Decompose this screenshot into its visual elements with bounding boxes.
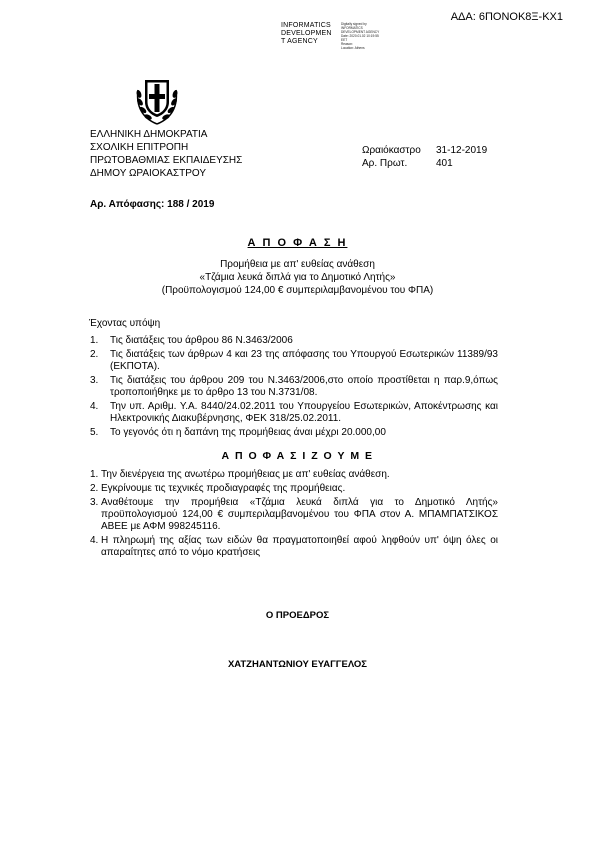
list-item xyxy=(90,375,498,399)
decisions-list xyxy=(90,469,498,561)
date-protocol-block xyxy=(362,144,487,170)
stamp-line: T AGENCY xyxy=(281,38,318,45)
item-text: Το γεγονός ότι η δαπάνη της προμήθειας άναι μέχρι 20.000,00 xyxy=(110,427,386,438)
place-label: Ωραιόκαστρο xyxy=(362,145,421,156)
president-name: ΧΑΤΖΗΑΝΤΩΝΙΟΥ ΕΥΑΓΓΕΛΟΣ xyxy=(227,659,368,670)
president-title: Ο ΠΡΟΕΔΡΟΣ xyxy=(265,610,330,621)
item-number: 5. xyxy=(90,427,99,438)
document-subtitle xyxy=(0,258,595,297)
stamp-details xyxy=(341,22,379,50)
item-text: Την υπ. Αριθμ. Υ.Α. 8440/24.02.2011 του Υπουργείου Εσωτερικών, Αποκέντρωσης και Ηλεκτρονικής Διακυβέρνησης, ΦΕΚ 318/25.02.2011. xyxy=(110,401,498,424)
item-number: 2. xyxy=(90,349,99,360)
subtitle-line: «Τζάμια λευκά διπλά για το Δημοτικό Λητής» xyxy=(199,272,396,283)
item-text: Τις διατάξεις των άρθρων 4 και 23 της απόφασης του Υπουργού Εσωτερικών 11389/93 (ΕΚΠΟΤΑ). xyxy=(110,349,498,372)
list-item xyxy=(90,535,498,559)
list-item xyxy=(90,483,498,495)
issuer-line: ΕΛΛΗΝΙΚΗ ΔΗΜΟΚΡΑΤΙΑ xyxy=(90,129,208,140)
issuer-block xyxy=(90,128,242,180)
list-item xyxy=(90,349,498,373)
protocol-row xyxy=(362,157,487,170)
stamp-detail-line: Digitally signed by xyxy=(341,22,367,26)
protocol-number: 401 xyxy=(436,158,453,169)
greek-coat-of-arms-icon xyxy=(134,72,180,126)
stamp-line: INFORMATICS xyxy=(281,22,331,29)
item-text: Τις διατάξεις του άρθρου 86 Ν.3463/2006 xyxy=(110,335,293,346)
date-row xyxy=(362,144,487,157)
considerations-list xyxy=(90,335,498,441)
issuer-line: ΣΧΟΛΙΚΗ ΕΠΙΤΡΟΠΗ xyxy=(90,142,189,153)
stamp-detail-line: Location: Athens xyxy=(341,46,365,50)
list-item xyxy=(90,497,498,533)
stamp-line: DEVELOPMEN xyxy=(281,30,332,37)
decide-heading: Α Π Ο Φ Α Σ Ι Ζ Ο Υ Μ Ε xyxy=(221,450,374,462)
considering-heading: Έχοντας υπόψη xyxy=(89,318,161,329)
stamp-detail-line: Reason: xyxy=(341,42,353,46)
digital-signature-stamp xyxy=(281,22,380,50)
stamp-detail-line: Date: 2020.01.02 10:19:55 xyxy=(341,34,379,38)
stamp-detail-line: EET xyxy=(341,38,348,42)
list-item xyxy=(90,401,498,425)
item-text: Η πληρωμή της αξίας των ειδών θα πραγματοποιηθεί αφού ληφθούν υπ' όψη όλες οι απαραίτητες από το νόμο κρατήσεις xyxy=(101,535,498,558)
document-title xyxy=(0,237,595,249)
item-text: Αναθέτουμε την προμήθεια «Τζάμια λευκά διπλά για το Δημοτικό Λητής» προϋπολογισμού 124,00 € συμπεριλαμβανομένου του ΦΠΑ στον Α. ΜΠΑΜΠΑΤΣΙΚΟΣ ΑΒΕΕ με ΑΦΜ 998245116. xyxy=(101,497,498,532)
subtitle-line: Προμήθεια με απ' ευθείας ανάθεση xyxy=(220,259,375,270)
subtitle-line: (Προϋπολογισμού 124,00 € συμπεριλαμβανομένου του ΦΠΑ) xyxy=(161,285,434,296)
document-title-text: Α Π Ο Φ Α Σ Η xyxy=(247,237,348,249)
item-number: 3. xyxy=(90,497,99,508)
list-item xyxy=(90,469,498,481)
decision-number: Αρ. Απόφασης: 188 / 2019 xyxy=(90,199,215,210)
item-number: 3. xyxy=(90,375,99,386)
stamp-detail-line: DEVELOPMENT AGENCY xyxy=(341,30,380,34)
ada-code: ΑΔΑ: 6ΠΟΝΟΚ8Ξ-ΚΧ1 xyxy=(450,11,563,23)
item-text: Εγκρίνουμε τις τεχνικές προδιαγραφές της προμήθειας. xyxy=(101,483,346,494)
issuer-line: ΔΗΜΟΥ ΩΡΑΙΟΚΑΣΤΡΟΥ xyxy=(90,168,207,179)
list-item xyxy=(90,427,498,439)
item-text: Τις διατάξεις του άρθρου 209 του Ν.3463/2006,στο οποίο προστίθεται η παρ.9,όπως τροποποιήθηκε με το άρθρο 13 του Ν.3731/08. xyxy=(110,375,498,398)
issuer-line: ΠΡΩΤΟΒΑΘΜΙΑΣ ΕΚΠΑΙΔΕΥΣΗΣ xyxy=(90,155,243,166)
item-number: 1. xyxy=(90,335,99,346)
item-number: 2. xyxy=(90,483,99,494)
list-item xyxy=(90,335,498,347)
item-text: Την διενέργεια της ανωτέρω προμήθειας με απ' ευθείας ανάθεση. xyxy=(101,469,390,480)
item-number: 1. xyxy=(90,469,99,480)
document-date: 31-12-2019 xyxy=(436,145,488,156)
protocol-label: Αρ. Πρωτ. xyxy=(362,158,408,169)
stamp-detail-line: INFORMATICS xyxy=(341,26,363,30)
item-number: 4. xyxy=(90,535,99,546)
item-number: 4. xyxy=(90,401,99,412)
